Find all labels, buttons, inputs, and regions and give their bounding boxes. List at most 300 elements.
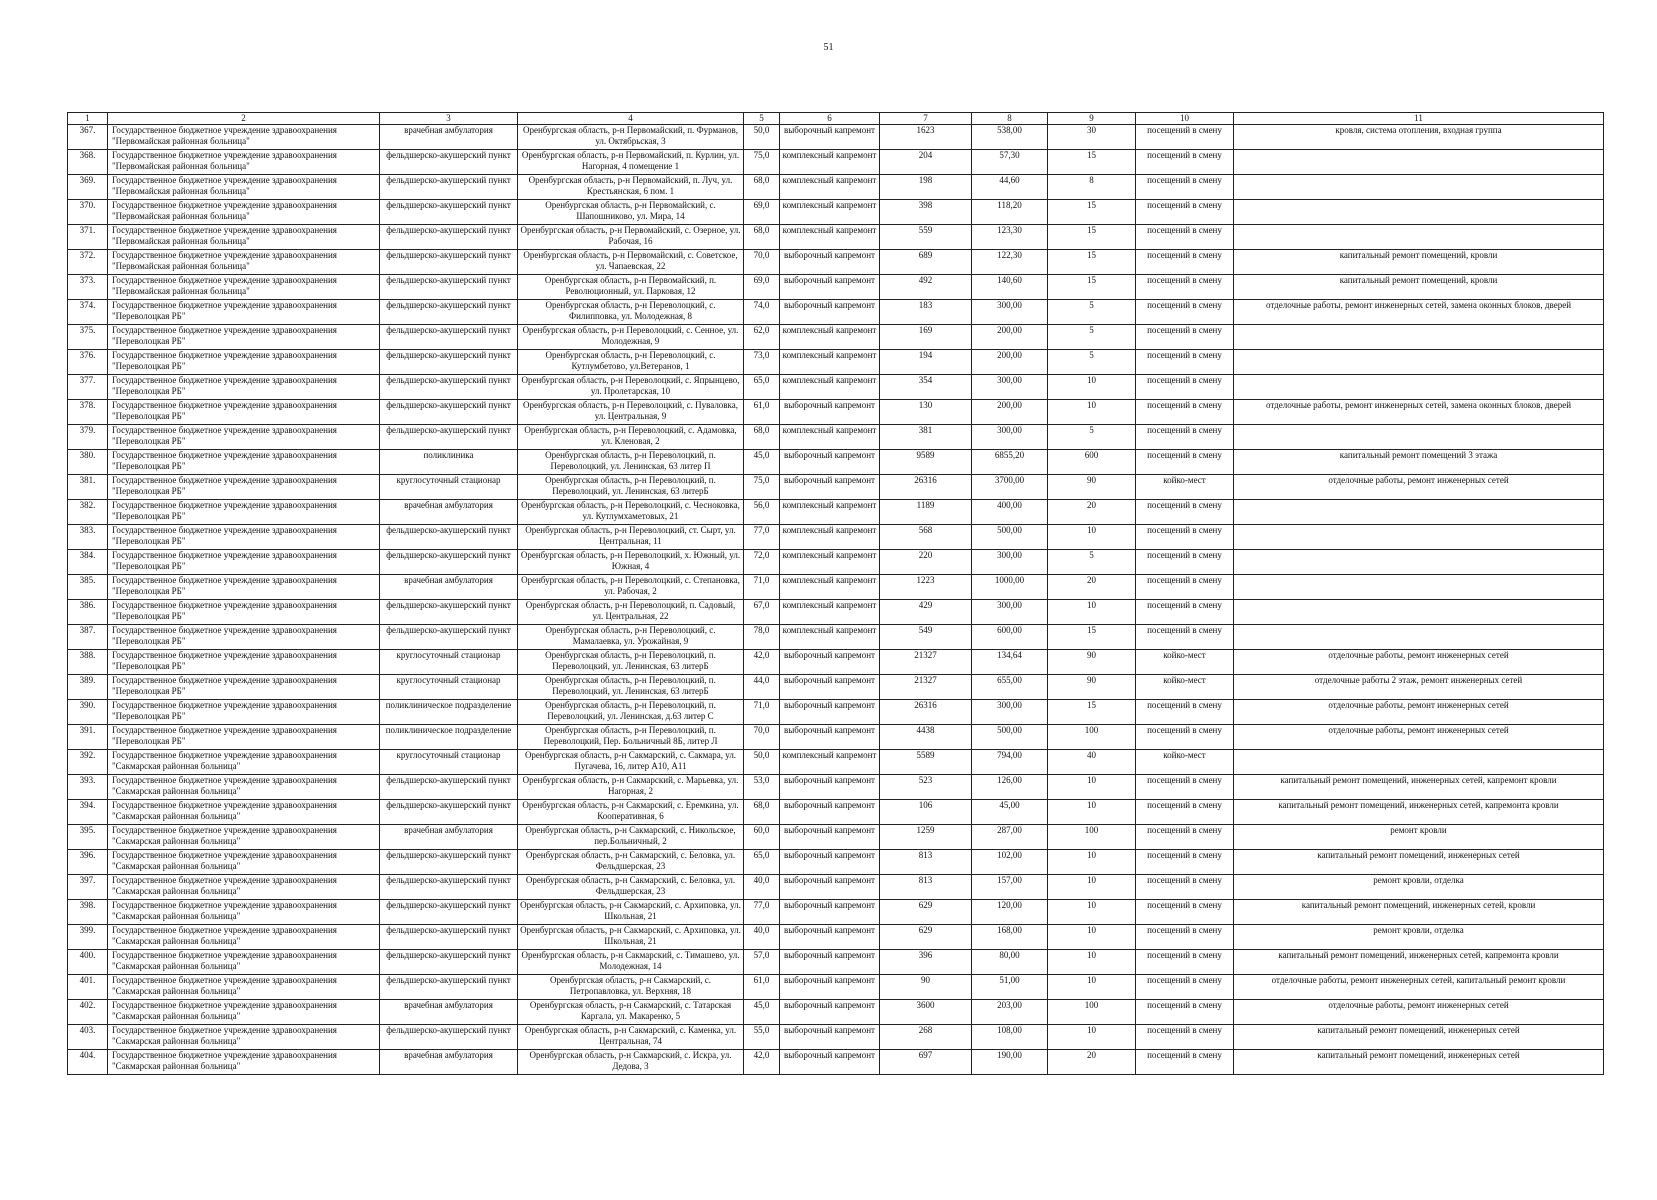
capacity-unit-cell: посещений в смену [1136, 275, 1234, 300]
area-cell: 568 [880, 525, 972, 550]
row-number-cell: 372. [68, 250, 108, 275]
area-cell: 106 [880, 800, 972, 825]
capacity-unit-cell: посещений в смену [1136, 450, 1234, 475]
capacity-unit-cell: посещений в смену [1136, 225, 1234, 250]
table-row [68, 425, 1604, 450]
capacity-unit-cell: посещений в смену [1136, 150, 1234, 175]
capacity-unit-cell: посещений в смену [1136, 250, 1234, 275]
works-description-cell: капитальный ремонт помещений, инженерных сетей, капремонт кровли [1234, 775, 1604, 800]
institution-name-cell: Государственное бюджетное учреждение здравоохранения "Первомайская районная больница" [108, 250, 380, 275]
address-cell: Оренбургская область, р-н Переволоцкий, с. Пуваловка, ул. Центральная, 9 [518, 400, 744, 425]
wear-percent-cell: 62,0 [744, 325, 780, 350]
capacity-cell: 90 [1048, 475, 1136, 500]
area-cell: 1623 [880, 125, 972, 150]
capacity-cell: 10 [1048, 900, 1136, 925]
table-row [68, 650, 1604, 675]
table-row [68, 750, 1604, 775]
row-number-cell: 403. [68, 1025, 108, 1050]
capacity-cell: 10 [1048, 775, 1136, 800]
cost-cell: 108,00 [972, 1025, 1048, 1050]
capacity-unit-cell: посещений в смену [1136, 200, 1234, 225]
cost-cell: 140,60 [972, 275, 1048, 300]
repair-type-cell: выборочный капремонт [780, 125, 880, 150]
column-header-5: 5 [744, 113, 780, 125]
address-cell: Оренбургская область, р-н Переволоцкий, с. Степановка, ул. Рабочая, 2 [518, 575, 744, 600]
row-number-cell: 381. [68, 475, 108, 500]
table-row [68, 1050, 1604, 1075]
area-cell: 629 [880, 900, 972, 925]
works-description-cell: капитальный ремонт помещений, инженерных сетей, капремонта кровли [1234, 950, 1604, 975]
institution-name-cell: Государственное бюджетное учреждение здравоохранения "Сакмарская районная больница" [108, 850, 380, 875]
table-row [68, 225, 1604, 250]
area-cell: 559 [880, 225, 972, 250]
repair-type-cell: выборочный капремонт [780, 900, 880, 925]
column-header-9: 9 [1048, 113, 1136, 125]
capacity-cell: 15 [1048, 700, 1136, 725]
works-description-cell: ремонт кровли, отделка [1234, 875, 1604, 900]
capacity-unit-cell: посещений в смену [1136, 425, 1234, 450]
row-number-cell: 386. [68, 600, 108, 625]
wear-percent-cell: 61,0 [744, 975, 780, 1000]
works-description-cell: капитальный ремонт помещений, инженерных сетей [1234, 1050, 1604, 1075]
institution-name-cell: Государственное бюджетное учреждение здравоохранения "Сакмарская районная больница" [108, 800, 380, 825]
capacity-unit-cell: посещений в смену [1136, 325, 1234, 350]
institution-name-cell: Государственное бюджетное учреждение здравоохранения "Сакмарская районная больница" [108, 750, 380, 775]
capacity-cell: 5 [1048, 550, 1136, 575]
repair-type-cell: комплексный капремонт [780, 500, 880, 525]
row-number-cell: 380. [68, 450, 108, 475]
row-number-cell: 371. [68, 225, 108, 250]
row-number-cell: 385. [68, 575, 108, 600]
institution-name-cell: Государственное бюджетное учреждение здравоохранения "Переволоцкая РБ" [108, 300, 380, 325]
repair-type-cell: комплексный капремонт [780, 225, 880, 250]
cost-cell: 300,00 [972, 300, 1048, 325]
wear-percent-cell: 42,0 [744, 650, 780, 675]
repair-type-cell: выборочный капремонт [780, 825, 880, 850]
repair-type-cell: выборочный капремонт [780, 875, 880, 900]
column-header-7: 7 [880, 113, 972, 125]
repair-type-cell: комплексный капремонт [780, 375, 880, 400]
wear-percent-cell: 72,0 [744, 550, 780, 575]
facility-type-cell: фельдшерско-акушерский пункт [380, 300, 518, 325]
cost-cell: 200,00 [972, 400, 1048, 425]
capacity-unit-cell: посещений в смену [1136, 775, 1234, 800]
table-row [68, 325, 1604, 350]
wear-percent-cell: 53,0 [744, 775, 780, 800]
row-number-cell: 389. [68, 675, 108, 700]
institution-name-cell: Государственное бюджетное учреждение здравоохранения "Сакмарская районная больница" [108, 1000, 380, 1025]
table-row [68, 300, 1604, 325]
institution-name-cell: Государственное бюджетное учреждение здравоохранения "Переволоцкая РБ" [108, 450, 380, 475]
institution-name-cell: Государственное бюджетное учреждение здравоохранения "Переволоцкая РБ" [108, 675, 380, 700]
capacity-unit-cell: посещений в смену [1136, 825, 1234, 850]
area-cell: 689 [880, 250, 972, 275]
table-row [68, 600, 1604, 625]
cost-cell: 51,00 [972, 975, 1048, 1000]
address-cell: Оренбургская область, р-н Сакмарский, с. Татарская Каргала, ул. Макаренко, 5 [518, 1000, 744, 1025]
institution-name-cell: Государственное бюджетное учреждение здравоохранения "Сакмарская районная больница" [108, 975, 380, 1000]
works-description-cell: кровля, система отопления, входная группа [1234, 125, 1604, 150]
row-number-cell: 397. [68, 875, 108, 900]
facility-type-cell: врачебная амбулатория [380, 825, 518, 850]
works-description-cell: отделочные работы, ремонт инженерных сетей [1234, 650, 1604, 675]
row-number-cell: 394. [68, 800, 108, 825]
facility-type-cell: фельдшерско-акушерский пункт [380, 350, 518, 375]
institution-name-cell: Государственное бюджетное учреждение здравоохранения "Переволоцкая РБ" [108, 575, 380, 600]
address-cell: Оренбургская область, р-н Сакмарский, с. Еремкина, ул. Кооперативная, 6 [518, 800, 744, 825]
capacity-unit-cell: посещений в смену [1136, 500, 1234, 525]
area-cell: 1223 [880, 575, 972, 600]
institution-name-cell: Государственное бюджетное учреждение здравоохранения "Переволоцкая РБ" [108, 425, 380, 450]
row-number-cell: 375. [68, 325, 108, 350]
table-row [68, 625, 1604, 650]
address-cell: Оренбургская область, р-н Сакмарский, с. Искра, ул. Дедова, 3 [518, 1050, 744, 1075]
repair-type-cell: выборочный капремонт [780, 250, 880, 275]
works-description-cell: капитальный ремонт помещений, инженерных сетей [1234, 1025, 1604, 1050]
row-number-cell: 383. [68, 525, 108, 550]
area-cell: 21327 [880, 650, 972, 675]
wear-percent-cell: 65,0 [744, 375, 780, 400]
address-cell: Оренбургская область, р-н Сакмарский, с. Тимашево, ул. Молодежная, 14 [518, 950, 744, 975]
table-header-row [68, 113, 1604, 125]
wear-percent-cell: 67,0 [744, 600, 780, 625]
table-row [68, 475, 1604, 500]
capacity-cell: 15 [1048, 275, 1136, 300]
facility-type-cell: фельдшерско-акушерский пункт [380, 225, 518, 250]
works-description-cell: капитальный ремонт помещений, инженерных сетей, капремонта кровли [1234, 800, 1604, 825]
institution-name-cell: Государственное бюджетное учреждение здравоохранения "Сакмарская районная больница" [108, 925, 380, 950]
wear-percent-cell: 71,0 [744, 700, 780, 725]
works-description-cell: отделочные работы, ремонт инженерных сетей, капитальный ремонт кровли [1234, 975, 1604, 1000]
institution-name-cell: Государственное бюджетное учреждение здравоохранения "Переволоцкая РБ" [108, 650, 380, 675]
wear-percent-cell: 45,0 [744, 450, 780, 475]
cost-cell: 157,00 [972, 875, 1048, 900]
column-header-6: 6 [780, 113, 880, 125]
wear-percent-cell: 69,0 [744, 200, 780, 225]
works-description-cell: отделочные работы, ремонт инженерных сетей [1234, 700, 1604, 725]
wear-percent-cell: 77,0 [744, 525, 780, 550]
institution-name-cell: Государственное бюджетное учреждение здравоохранения "Сакмарская районная больница" [108, 775, 380, 800]
capacity-unit-cell: посещений в смену [1136, 550, 1234, 575]
address-cell: Оренбургская область, р-н Сакмарский, с. Беловка, ул. Фельдшерская, 23 [518, 875, 744, 900]
institution-name-cell: Государственное бюджетное учреждение здравоохранения "Переволоцкая РБ" [108, 625, 380, 650]
repair-type-cell: выборочный капремонт [780, 700, 880, 725]
capacity-cell: 100 [1048, 825, 1136, 850]
capacity-cell: 20 [1048, 1050, 1136, 1075]
wear-percent-cell: 65,0 [744, 850, 780, 875]
wear-percent-cell: 68,0 [744, 225, 780, 250]
institution-name-cell: Государственное бюджетное учреждение здравоохранения "Первомайская районная больница" [108, 125, 380, 150]
facility-type-cell: фельдшерско-акушерский пункт [380, 800, 518, 825]
facility-type-cell: поликлиника [380, 450, 518, 475]
wear-percent-cell: 70,0 [744, 725, 780, 750]
row-number-cell: 379. [68, 425, 108, 450]
table-row [68, 550, 1604, 575]
capacity-cell: 600 [1048, 450, 1136, 475]
area-cell: 26316 [880, 475, 972, 500]
facility-type-cell: фельдшерско-акушерский пункт [380, 150, 518, 175]
facility-type-cell: фельдшерско-акушерский пункт [380, 525, 518, 550]
repair-type-cell: комплексный капремонт [780, 425, 880, 450]
capacity-unit-cell: койко-мест [1136, 750, 1234, 775]
table-row [68, 725, 1604, 750]
capacity-unit-cell: посещений в смену [1136, 175, 1234, 200]
institution-name-cell: Государственное бюджетное учреждение здравоохранения "Первомайская районная больница" [108, 275, 380, 300]
capacity-unit-cell: посещений в смену [1136, 625, 1234, 650]
cost-cell: 102,00 [972, 850, 1048, 875]
repair-type-cell: комплексный капремонт [780, 150, 880, 175]
row-number-cell: 370. [68, 200, 108, 225]
cost-cell: 287,00 [972, 825, 1048, 850]
capacity-unit-cell: посещений в смену [1136, 725, 1234, 750]
repair-type-cell: комплексный капремонт [780, 575, 880, 600]
works-description-cell: отделочные работы, ремонт инженерных сетей [1234, 475, 1604, 500]
area-cell: 429 [880, 600, 972, 625]
table-row [68, 350, 1604, 375]
capacity-cell: 10 [1048, 950, 1136, 975]
wear-percent-cell: 42,0 [744, 1050, 780, 1075]
capacity-cell: 100 [1048, 725, 1136, 750]
facility-type-cell: врачебная амбулатория [380, 500, 518, 525]
wear-percent-cell: 73,0 [744, 350, 780, 375]
address-cell: Оренбургская область, р-н Переволоцкий, п. Переволоцкий, ул. Ленинская, 63 литерБ [518, 650, 744, 675]
repair-type-cell: комплексный капремонт [780, 350, 880, 375]
wear-percent-cell: 75,0 [744, 150, 780, 175]
wear-percent-cell: 68,0 [744, 175, 780, 200]
cost-cell: 122,30 [972, 250, 1048, 275]
capacity-cell: 10 [1048, 800, 1136, 825]
facility-type-cell: фельдшерско-акушерский пункт [380, 775, 518, 800]
capacity-cell: 10 [1048, 375, 1136, 400]
capacity-cell: 20 [1048, 500, 1136, 525]
row-number-cell: 382. [68, 500, 108, 525]
cost-cell: 1000,00 [972, 575, 1048, 600]
row-number-cell: 367. [68, 125, 108, 150]
repair-type-cell: выборочный капремонт [780, 475, 880, 500]
address-cell: Оренбургская область, р-н Переволоцкий, п. Переволоцкий, ул. Ленинская, 63 литерБ [518, 475, 744, 500]
capacity-cell: 10 [1048, 925, 1136, 950]
address-cell: Оренбургская область, р-н Переволоцкий, с. Мамалаевка, ул. Урожайная, 9 [518, 625, 744, 650]
institution-name-cell: Государственное бюджетное учреждение здравоохранения "Переволоцкая РБ" [108, 475, 380, 500]
capacity-unit-cell: посещений в смену [1136, 1025, 1234, 1050]
facility-type-cell: врачебная амбулатория [380, 1050, 518, 1075]
institution-name-cell: Государственное бюджетное учреждение здравоохранения "Сакмарская районная больница" [108, 1050, 380, 1075]
institution-name-cell: Государственное бюджетное учреждение здравоохранения "Сакмарская районная больница" [108, 825, 380, 850]
address-cell: Оренбургская область, р-н Первомайский, с. Озерное, ул. Рабочая, 16 [518, 225, 744, 250]
row-number-cell: 391. [68, 725, 108, 750]
row-number-cell: 376. [68, 350, 108, 375]
cost-cell: 118,20 [972, 200, 1048, 225]
institution-name-cell: Государственное бюджетное учреждение здравоохранения "Переволоцкая РБ" [108, 325, 380, 350]
repair-type-cell: выборочный капремонт [780, 1000, 880, 1025]
capacity-unit-cell: посещений в смену [1136, 575, 1234, 600]
wear-percent-cell: 57,0 [744, 950, 780, 975]
capacity-unit-cell: койко-мест [1136, 475, 1234, 500]
works-description-cell [1234, 600, 1604, 625]
area-cell: 268 [880, 1025, 972, 1050]
works-description-cell: капитальный ремонт помещений, кровли [1234, 250, 1604, 275]
wear-percent-cell: 55,0 [744, 1025, 780, 1050]
wear-percent-cell: 68,0 [744, 800, 780, 825]
works-description-cell: ремонт кровли [1234, 825, 1604, 850]
area-cell: 398 [880, 200, 972, 225]
institution-name-cell: Государственное бюджетное учреждение здравоохранения "Сакмарская районная больница" [108, 900, 380, 925]
row-number-cell: 400. [68, 950, 108, 975]
capacity-unit-cell: посещений в смену [1136, 800, 1234, 825]
repair-type-cell: комплексный капремонт [780, 175, 880, 200]
repair-type-cell: выборочный капремонт [780, 275, 880, 300]
table-row [68, 150, 1604, 175]
capacity-unit-cell: посещений в смену [1136, 125, 1234, 150]
institution-name-cell: Государственное бюджетное учреждение здравоохранения "Сакмарская районная больница" [108, 950, 380, 975]
area-cell: 130 [880, 400, 972, 425]
institution-name-cell: Государственное бюджетное учреждение здравоохранения "Переволоцкая РБ" [108, 375, 380, 400]
institution-name-cell: Государственное бюджетное учреждение здравоохранения "Сакмарская районная больница" [108, 1025, 380, 1050]
address-cell: Оренбургская область, р-н Переволоцкий, ст. Сырт, ул. Центральная, 11 [518, 525, 744, 550]
facility-type-cell: круглосуточный стационар [380, 650, 518, 675]
cost-cell: 300,00 [972, 375, 1048, 400]
repair-type-cell: выборочный капремонт [780, 1050, 880, 1075]
wear-percent-cell: 60,0 [744, 825, 780, 850]
institution-name-cell: Государственное бюджетное учреждение здравоохранения "Переволоцкая РБ" [108, 500, 380, 525]
area-cell: 3600 [880, 1000, 972, 1025]
institution-name-cell: Государственное бюджетное учреждение здравоохранения "Сакмарская районная больница" [108, 875, 380, 900]
works-description-cell [1234, 625, 1604, 650]
capacity-cell: 100 [1048, 1000, 1136, 1025]
area-cell: 629 [880, 925, 972, 950]
capacity-unit-cell: посещений в смену [1136, 925, 1234, 950]
capacity-unit-cell: посещений в смену [1136, 975, 1234, 1000]
row-number-cell: 388. [68, 650, 108, 675]
table-row [68, 900, 1604, 925]
works-description-cell [1234, 425, 1604, 450]
area-cell: 492 [880, 275, 972, 300]
row-number-cell: 396. [68, 850, 108, 875]
address-cell: Оренбургская область, р-н Переволоцкий, с. Япрынцево, ул. Пролетарская, 10 [518, 375, 744, 400]
capacity-cell: 10 [1048, 1025, 1136, 1050]
table-row [68, 275, 1604, 300]
repair-type-cell: выборочный капремонт [780, 1025, 880, 1050]
table-row [68, 875, 1604, 900]
address-cell: Оренбургская область, р-н Сакмарский, с. Петропавловка, ул. Верхняя, 18 [518, 975, 744, 1000]
cost-cell: 168,00 [972, 925, 1048, 950]
capacity-unit-cell: койко-мест [1136, 650, 1234, 675]
column-header-4: 4 [518, 113, 744, 125]
table-row [68, 1000, 1604, 1025]
institution-name-cell: Государственное бюджетное учреждение здравоохранения "Переволоцкая РБ" [108, 725, 380, 750]
wear-percent-cell: 75,0 [744, 475, 780, 500]
capacity-unit-cell: посещений в смену [1136, 350, 1234, 375]
works-description-cell [1234, 575, 1604, 600]
institution-name-cell: Государственное бюджетное учреждение здравоохранения "Первомайская районная больница" [108, 225, 380, 250]
cost-cell: 300,00 [972, 425, 1048, 450]
table-row [68, 925, 1604, 950]
institution-name-cell: Государственное бюджетное учреждение здравоохранения "Первомайская районная больница" [108, 175, 380, 200]
address-cell: Оренбургская область, р-н Переволоцкий, с. Филипповка, ул. Молодежная, 8 [518, 300, 744, 325]
wear-percent-cell: 78,0 [744, 625, 780, 650]
institution-name-cell: Государственное бюджетное учреждение здравоохранения "Переволоцкая РБ" [108, 700, 380, 725]
table-row [68, 125, 1604, 150]
institution-name-cell: Государственное бюджетное учреждение здравоохранения "Переволоцкая РБ" [108, 525, 380, 550]
facility-type-cell: фельдшерско-акушерский пункт [380, 250, 518, 275]
wear-percent-cell: 71,0 [744, 575, 780, 600]
cost-cell: 400,00 [972, 500, 1048, 525]
row-number-cell: 373. [68, 275, 108, 300]
cost-cell: 655,00 [972, 675, 1048, 700]
area-cell: 90 [880, 975, 972, 1000]
table-row [68, 1025, 1604, 1050]
table-row [68, 525, 1604, 550]
wear-percent-cell: 68,0 [744, 425, 780, 450]
facility-type-cell: фельдшерско-акушерский пункт [380, 550, 518, 575]
capacity-cell: 10 [1048, 975, 1136, 1000]
works-description-cell [1234, 350, 1604, 375]
capacity-cell: 15 [1048, 200, 1136, 225]
repair-type-cell: выборочный капремонт [780, 675, 880, 700]
cost-cell: 300,00 [972, 700, 1048, 725]
address-cell: Оренбургская область, р-н Сакмарский, с. Сакмара, ул. Пугачева, 16, литер А10, А11 [518, 750, 744, 775]
works-description-cell [1234, 175, 1604, 200]
facility-type-cell: фельдшерско-акушерский пункт [380, 625, 518, 650]
capacity-cell: 10 [1048, 850, 1136, 875]
address-cell: Оренбургская область, р-н Первомайский, п. Революционный, ул. Парковая, 12 [518, 275, 744, 300]
works-description-cell [1234, 525, 1604, 550]
works-description-cell: ремонт кровли, отделка [1234, 925, 1604, 950]
row-number-cell: 393. [68, 775, 108, 800]
works-description-cell [1234, 225, 1604, 250]
cost-cell: 300,00 [972, 550, 1048, 575]
area-cell: 354 [880, 375, 972, 400]
capacity-unit-cell: посещений в смену [1136, 1000, 1234, 1025]
address-cell: Оренбургская область, р-н Первомайский, п. Луч, ул. Крестьянская, 6 пом. 1 [518, 175, 744, 200]
facility-type-cell: фельдшерско-акушерский пункт [380, 175, 518, 200]
cost-cell: 120,00 [972, 900, 1048, 925]
table-row [68, 675, 1604, 700]
repair-type-cell: комплексный капремонт [780, 550, 880, 575]
cost-cell: 123,30 [972, 225, 1048, 250]
area-cell: 204 [880, 150, 972, 175]
works-description-cell: отделочные работы, ремонт инженерных сетей, замена оконных блоков, дверей [1234, 400, 1604, 425]
area-cell: 26316 [880, 700, 972, 725]
wear-percent-cell: 70,0 [744, 250, 780, 275]
address-cell: Оренбургская область, р-н Сакмарский, с. Марьевка, ул. Нагорная, 2 [518, 775, 744, 800]
repair-type-cell: комплексный капремонт [780, 625, 880, 650]
row-number-cell: 392. [68, 750, 108, 775]
facility-type-cell: фельдшерско-акушерский пункт [380, 1025, 518, 1050]
repair-type-cell: выборочный капремонт [780, 800, 880, 825]
wear-percent-cell: 44,0 [744, 675, 780, 700]
cost-cell: 203,00 [972, 1000, 1048, 1025]
works-description-cell [1234, 550, 1604, 575]
row-number-cell: 401. [68, 975, 108, 1000]
repair-type-cell: комплексный капремонт [780, 325, 880, 350]
facility-type-cell: фельдшерско-акушерский пункт [380, 950, 518, 975]
facility-type-cell: врачебная амбулатория [380, 575, 518, 600]
capacity-unit-cell: посещений в смену [1136, 400, 1234, 425]
facility-type-cell: фельдшерско-акушерский пункт [380, 200, 518, 225]
row-number-cell: 369. [68, 175, 108, 200]
address-cell: Оренбургская область, р-н Первомайский, п. Фурманов, ул. Октябрьская, 3 [518, 125, 744, 150]
works-description-cell: капитальный ремонт помещений 3 этажа [1234, 450, 1604, 475]
address-cell: Оренбургская область, р-н Переволоцкий, п. Переволоцкий, ул. Ленинская, 63 литер П [518, 450, 744, 475]
area-cell: 169 [880, 325, 972, 350]
repair-type-cell: выборочный капремонт [780, 775, 880, 800]
capacity-cell: 10 [1048, 875, 1136, 900]
repair-type-cell: выборочный капремонт [780, 450, 880, 475]
page-number: 51 [823, 42, 834, 53]
cost-cell: 45,00 [972, 800, 1048, 825]
cost-cell: 200,00 [972, 325, 1048, 350]
